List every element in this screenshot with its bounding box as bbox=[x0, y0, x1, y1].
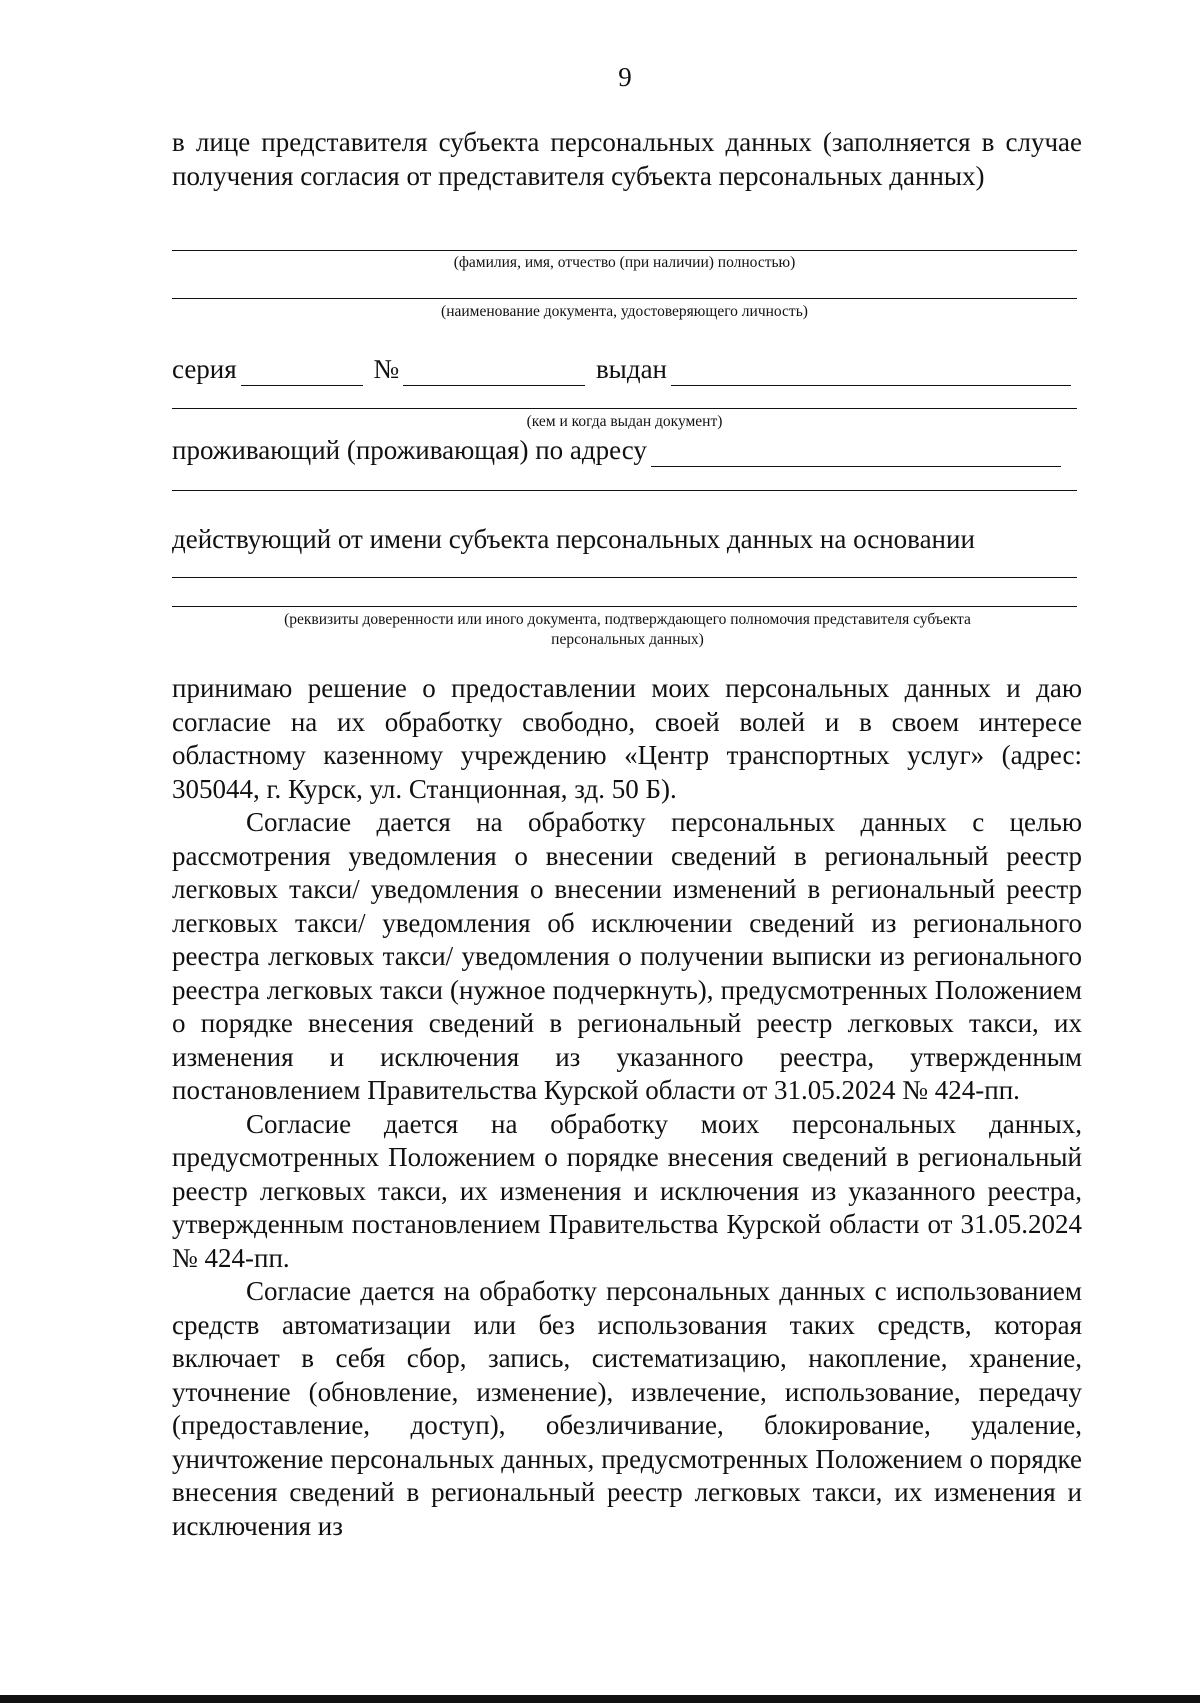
number-label: № bbox=[373, 354, 400, 384]
document-caption: (наименование документа, удостоверяющего личность) bbox=[441, 303, 808, 320]
power-caption bbox=[210, 610, 1045, 650]
address-row bbox=[172, 433, 1082, 467]
fio-field-line[interactable] bbox=[172, 250, 1077, 251]
basis-field-line-2[interactable] bbox=[172, 606, 1077, 607]
series-field[interactable] bbox=[241, 357, 363, 386]
decision-paragraph: принимаю решение о предоставлении моих персональных данных и даю согласие на их обработку свободно, своей волей и в своем интересе областному казенному учреждению «Центр транспортных услуг» (адрес: 305044, г. Курск, ул. Станционная, зд. 50 Б). bbox=[172, 673, 1082, 804]
number-field[interactable] bbox=[403, 357, 585, 386]
issued-by-field-line[interactable] bbox=[172, 408, 1077, 409]
power-caption-line1: (реквизиты доверенности или иного документа, подтверждающего полномочия представителя субъекта bbox=[284, 611, 971, 628]
acting-label: действующий от имени субъекта персональных данных на основании bbox=[172, 524, 975, 554]
personal-data-paragraph: Согласие дается на обработку моих персональных данных, предусмотренных Положением о порядке внесения сведений в региональный реестр легковых такси, их изменения и исключения из указанного реестра, утвержденным постановлением Правительства Курской области от 31.05.2024 № 424-пп. bbox=[172, 1108, 1082, 1273]
address-label: проживающий (проживающая) по адресу bbox=[172, 435, 647, 465]
address-field-line-2[interactable] bbox=[172, 490, 1077, 491]
series-label: серия bbox=[172, 354, 237, 384]
fio-caption: (фамилия, имя, отчество (при наличии) полностью) bbox=[453, 254, 796, 271]
address-field[interactable] bbox=[651, 438, 1061, 467]
power-caption-line2: персональных данных) bbox=[551, 631, 704, 648]
intro-paragraph bbox=[172, 126, 1082, 193]
issued-label: выдан bbox=[595, 354, 667, 384]
page-number: 9 bbox=[618, 62, 632, 92]
intro-text: в лице представителя субъекта персональных данных (заполняется в случае получения согласия от представителя субъекта персональных данных) bbox=[172, 127, 1082, 191]
issued-by-caption: (кем и когда выдан документ) bbox=[526, 413, 723, 430]
processing-paragraph: Согласие дается на обработку персональных данных с использованием средств автоматизации или без использования таких средств, которая включает в себя сбор, запись, систематизацию, накопление, хранение, уточнение (обновление, изменение), извлечение, использование, передачу (предоставление, доступ), обезличивание, блокирование, удаление, уничтожение персональных данных, предусмотренных Положением о порядке внесения сведений в региональный реестр легковых такси, их изменения и исключения из bbox=[172, 1276, 1082, 1541]
issued-field[interactable] bbox=[671, 357, 1071, 386]
scan-bottom-edge bbox=[0, 1695, 1200, 1703]
series-number-issued-row bbox=[172, 352, 1082, 386]
document-field-line[interactable] bbox=[172, 298, 1077, 299]
basis-field-line-1[interactable] bbox=[172, 577, 1077, 578]
purpose-paragraph: Согласие дается на обработку персональных данных с целью рассмотрения уведомления о внесении сведений в региональный реестр легковых такси/ уведомления о внесении изменений в региональный реестр легковых такси/ уведомления об исключении сведений из регионального реестра легковых такси/ уведомления о получении выписки из регионального реестра легковых такси (нужное подчеркнуть), предусмотренных Положением о порядке внесения сведений в региональный реестр легковых такси, их изменения и исключения из указанного реестра, утвержденным постановлением Правительства Курской области от 31.05.2024 № 424-пп. bbox=[172, 807, 1082, 1105]
consent-body bbox=[172, 672, 1082, 1543]
acting-row bbox=[172, 522, 1082, 556]
